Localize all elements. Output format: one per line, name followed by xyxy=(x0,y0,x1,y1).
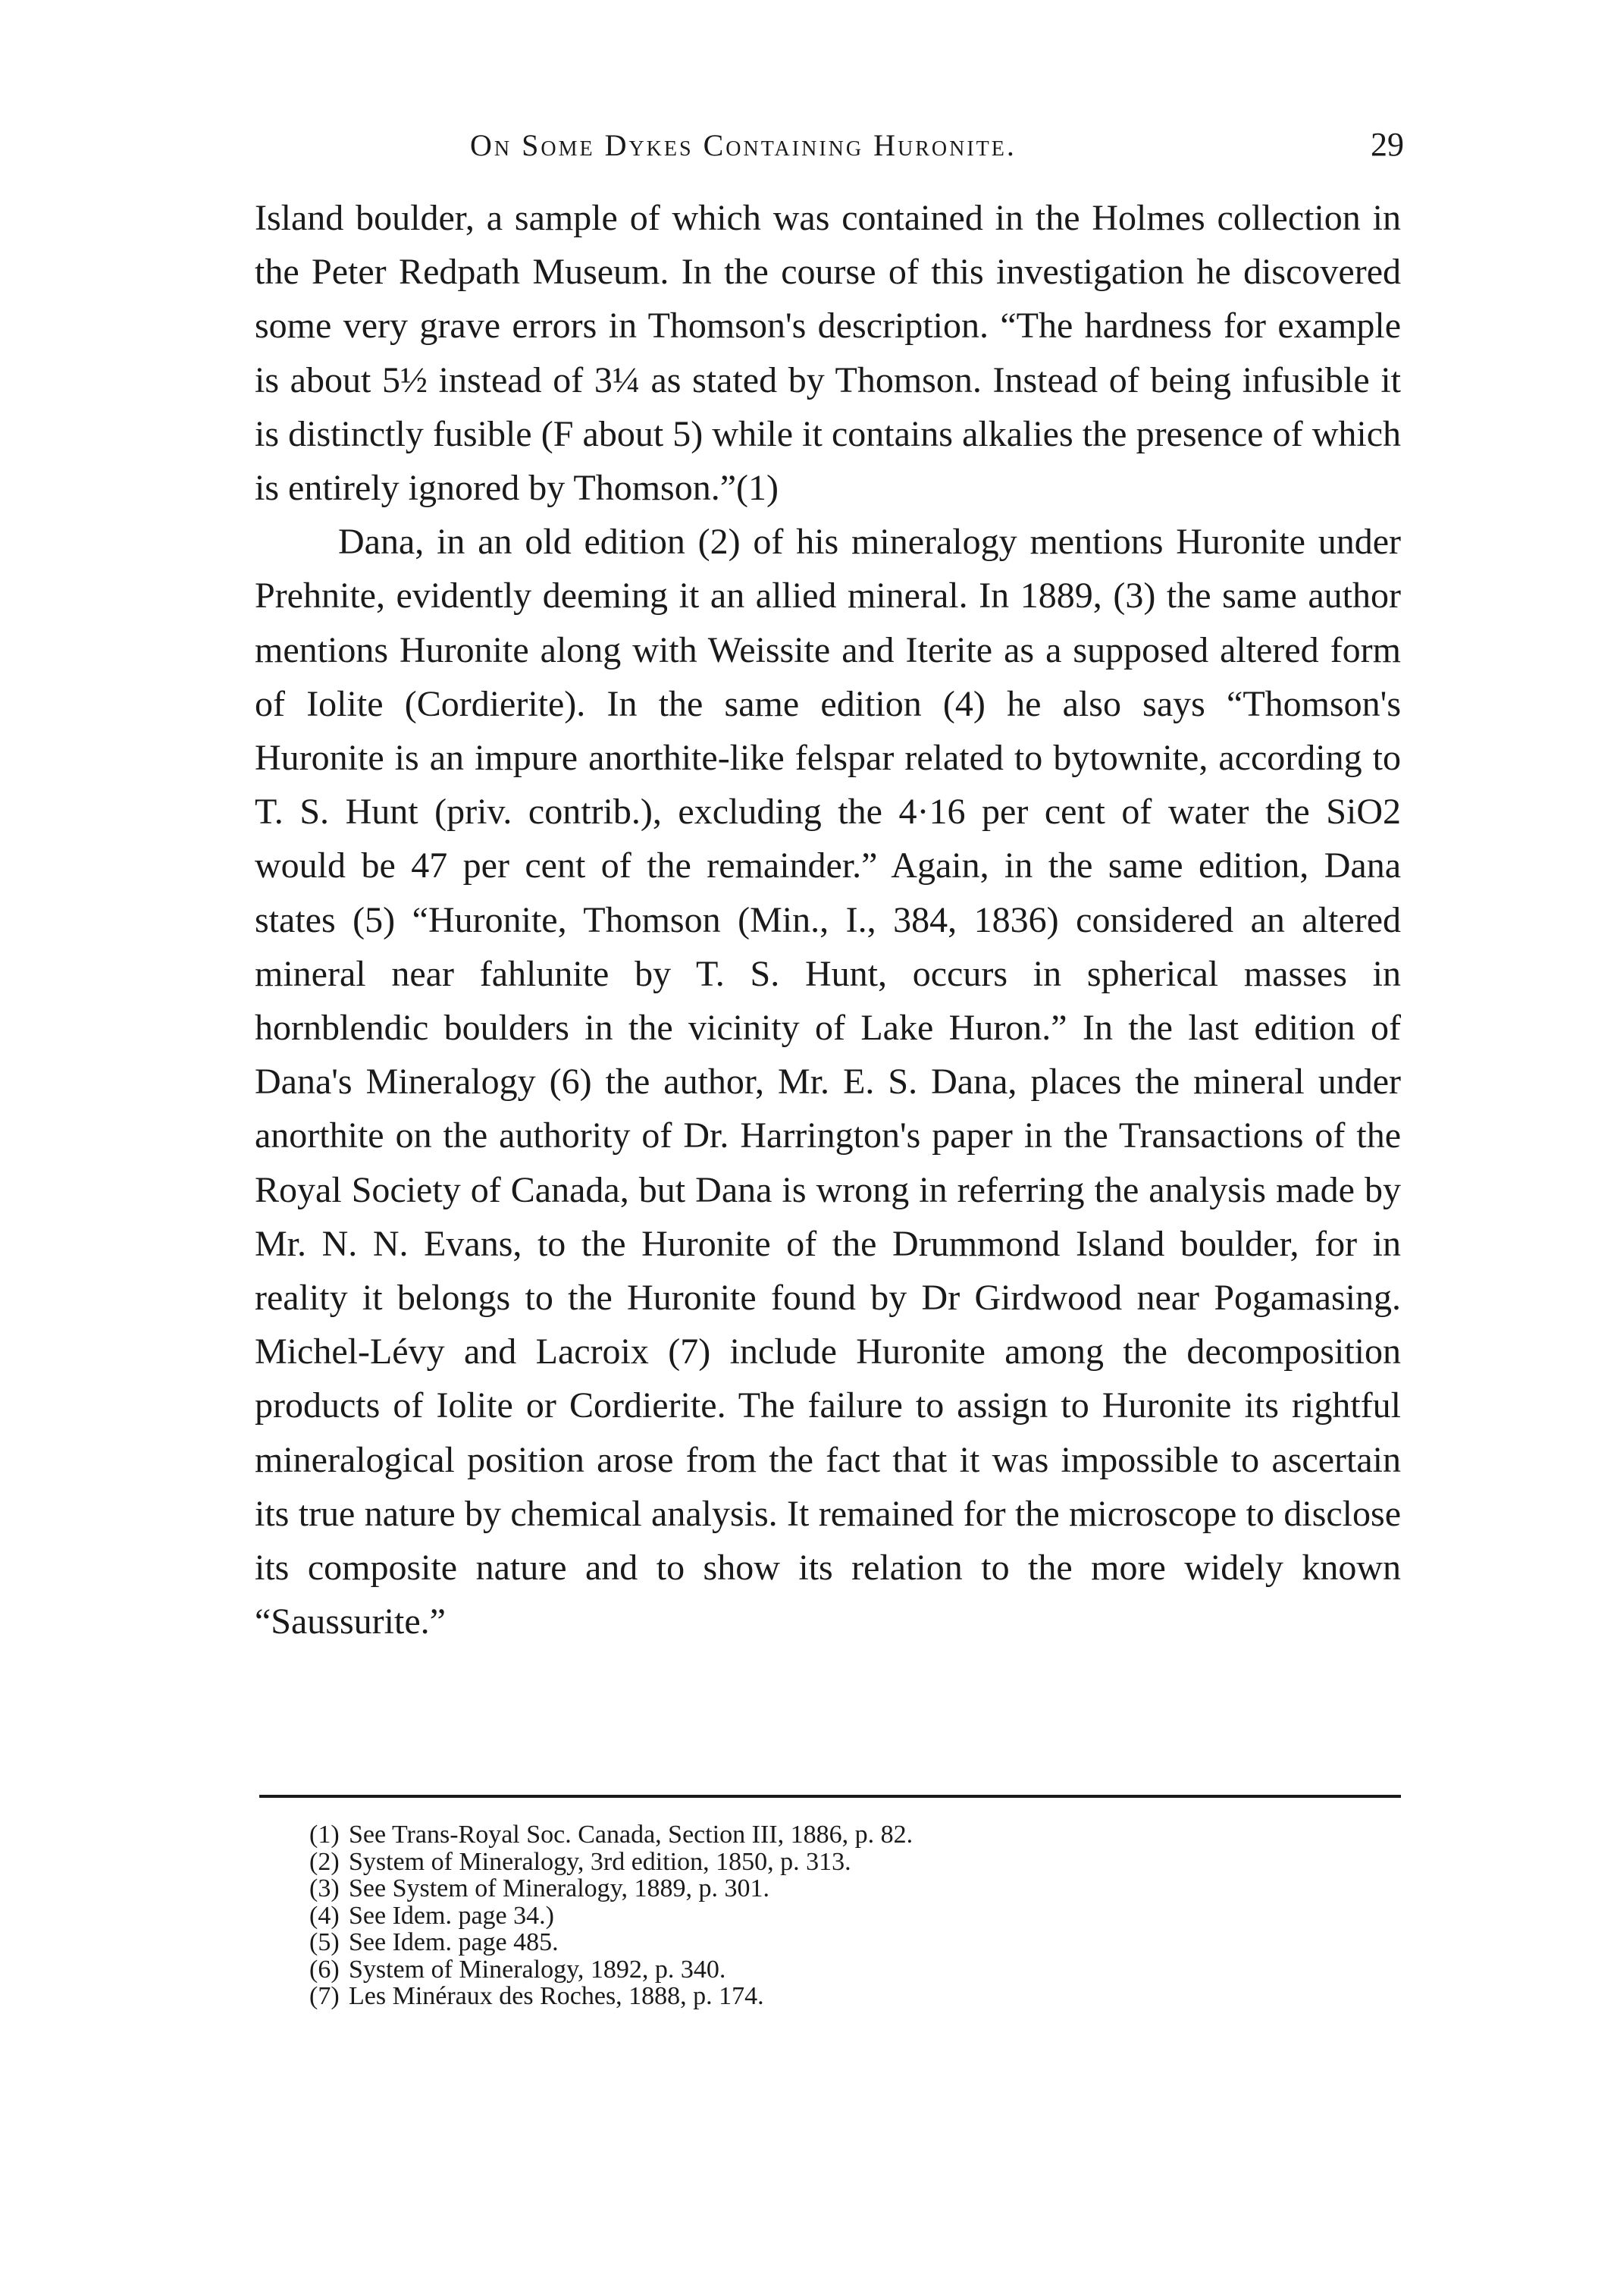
paragraph-2: Dana, in an old edition (2) of his mineralogy mentions Huronite under Prehnite, evidently deeming it an allied mineral. In 1889, (3) the same author mentions Huronite along with Weissite and Iterite as a supposed altered form of Iolite (Cordierite). In the same edition (4) he also says “Thomson's Huronite is an impure anorthite-like felspar related to bytownite, according to T. S. Hunt (priv. contrib.), excluding the 4·16 per cent of water the SiO2 would be 47 per cent of the remainder.” Again, in the same edition, Dana states (5) “Huronite, Thomson (Min., I., 384, 1836) considered an altered mineral near fahlunite by T. S. Hunt, occurs in spherical masses in hornblendic boulders in the vicinity of Lake Huron.” In the last edition of Dana's Mineralogy (6) the author, Mr. E. S. Dana, places the mineral under anorthite on the authority of Dr. Harrington's paper in the Transactions of the Royal Society of Canada, but Dana is wrong in referring the analysis made by Mr. N. N. Evans, to the Huronite of the Drummond Island boulder, for in reality it belongs to the Huronite found by Dr Girdwood near Pogamasing. Michel-Lévy and Lacroix (7) include Huronite among the decomposition products of Iolite or Cordierite. The failure to assign to Huronite its rightful mineralogical position arose from the fact that it was impossible to ascertain its true nature by chemical analysis. It remained for the microscope to disclose its composite nature and to show its relation to the more widely known “Saussurite.” xyxy=(255,522,1401,1642)
footnote-number: (5) xyxy=(309,1928,340,1956)
footnote-number: (3) xyxy=(309,1874,340,1902)
footnote-number: (2) xyxy=(309,1847,340,1876)
footnote-2 xyxy=(309,1849,1295,1876)
running-title: On Some Dykes Containing Huronite. xyxy=(470,128,1017,162)
footnote-text: System of Mineralogy, 3rd edition, 1850, p. 313. xyxy=(349,1847,851,1876)
footnote-number: (6) xyxy=(309,1955,340,1984)
footnote-text: See Idem. page 34.) xyxy=(349,1901,554,1930)
footnote-number: (4) xyxy=(309,1901,340,1930)
footnote-5 xyxy=(309,1929,1295,1956)
footnote-1 xyxy=(309,1821,1295,1849)
footnote-text: See System of Mineralogy, 1889, p. 301. xyxy=(349,1874,769,1902)
footnote-text: System of Mineralogy, 1892, p. 340. xyxy=(349,1955,726,1984)
footnote-text: See Idem. page 485. xyxy=(349,1928,559,1956)
page-number: 29 xyxy=(1371,126,1404,163)
footnotes xyxy=(309,1821,1295,2010)
body-text xyxy=(255,191,1401,1648)
footnote-text: Les Minéraux des Roches, 1888, p. 174. xyxy=(349,1982,764,2010)
footnote-4 xyxy=(309,1902,1295,1930)
footnote-number: (7) xyxy=(309,1982,340,2010)
footnote-number: (1) xyxy=(309,1821,340,1849)
footnote-divider xyxy=(259,1795,1401,1798)
footnote-6 xyxy=(309,1956,1295,1984)
paragraph-1: Island boulder, a sample of which was contained in the Holmes collection in the Peter Redpath Museum. In the course of this investigation he discovered some very grave errors in Thomson's description. “The hardness for example is about 5½ instead of 3¼ as stated by Thomson. Instead of being infusible it is distinctly fusible (F about 5) while it contains alkalies the presence of which is entirely ignored by Thomson.”(1) xyxy=(255,198,1401,509)
footnote-3 xyxy=(309,1875,1295,1902)
footnote-7 xyxy=(309,1983,1295,2010)
footnote-text: See Trans-Royal Soc. Canada, Section III, 1886, p. 82. xyxy=(349,1821,913,1849)
